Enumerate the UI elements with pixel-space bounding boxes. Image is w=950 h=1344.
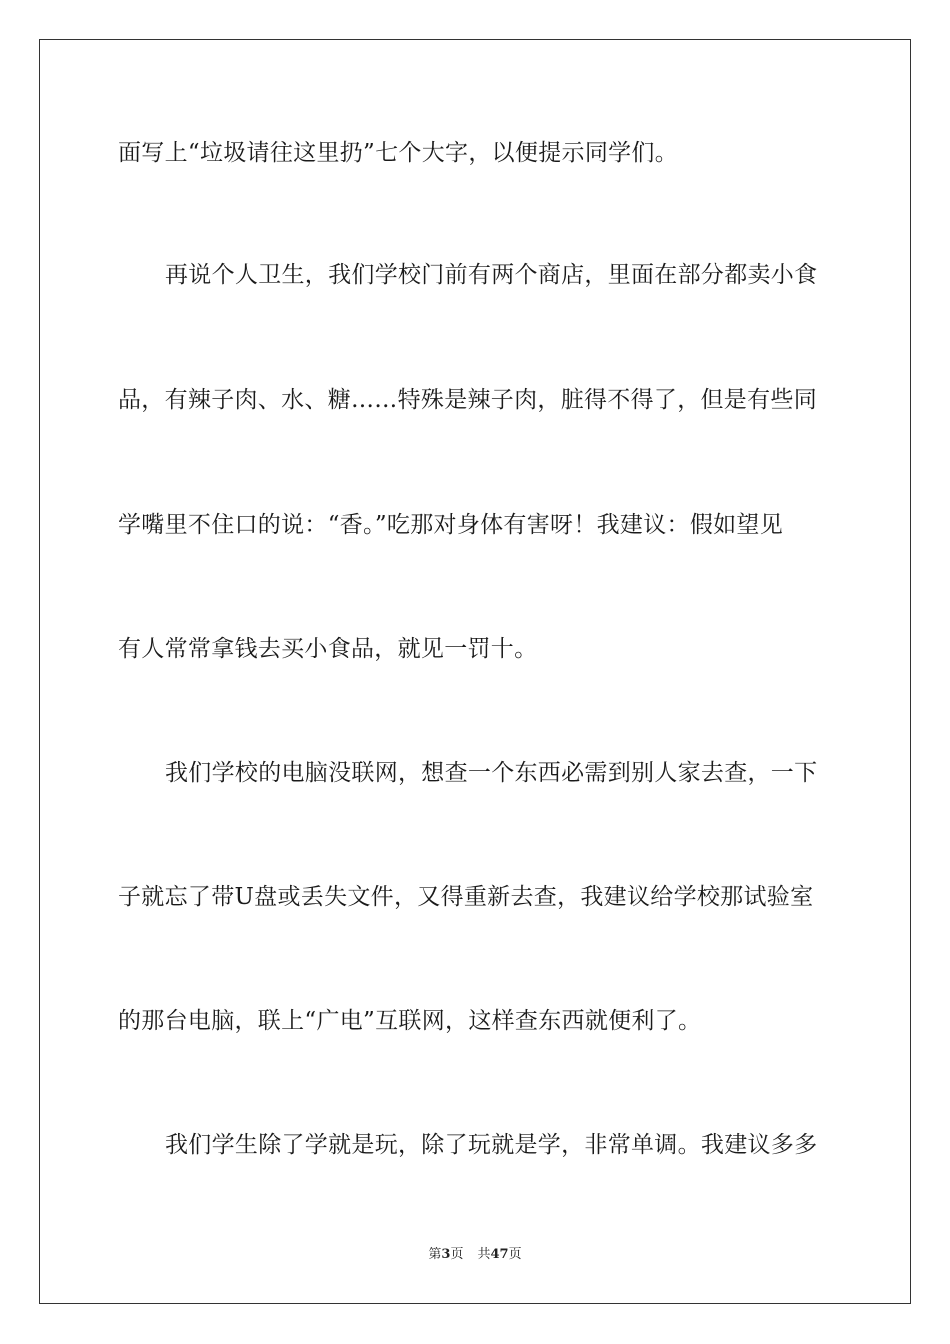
paragraph-start-line: 我们学生除了学就是玩，除了玩就是学，非常单调。我建议多多 — [165, 1132, 818, 1158]
total-prefix: 共 — [477, 1247, 491, 1262]
text-line: 有人常常拿钱去买小食品，就见一罚十。 — [118, 636, 538, 662]
text-line: 面写上“垃圾请往这里扔”七个大字，以便提示同学们。 — [118, 140, 679, 166]
page-prefix: 第 — [428, 1247, 442, 1262]
text-line: 子就忘了带U盘或丢失文件，又得重新去查，我建议给学校那试验室 — [118, 884, 814, 910]
page-footer — [0, 1246, 950, 1264]
text-line: 学嘴里不住口的说：“香。”吃那对身体有害呀！我建议：假如望见 — [118, 512, 784, 538]
total-suffix: 页 — [508, 1247, 522, 1262]
page-frame — [39, 39, 911, 1304]
paragraph-start-line: 再说个人卫生，我们学校门前有两个商店，里面在部分都卖小食 — [165, 262, 818, 288]
text-line: 品，有辣子肉、水、糖……特殊是辣子肉，脏得不得了，但是有些同 — [118, 387, 817, 413]
total-pages: 47 — [490, 1247, 509, 1262]
page-suffix: 页 — [450, 1247, 464, 1262]
paragraph-start-line: 我们学校的电脑没联网，想查一个东西必需到别人家去查，一下 — [165, 760, 818, 786]
text-line: 的那台电脑，联上“广电”互联网，这样查东西就便利了。 — [118, 1008, 702, 1034]
page-number: 3 — [441, 1247, 451, 1262]
